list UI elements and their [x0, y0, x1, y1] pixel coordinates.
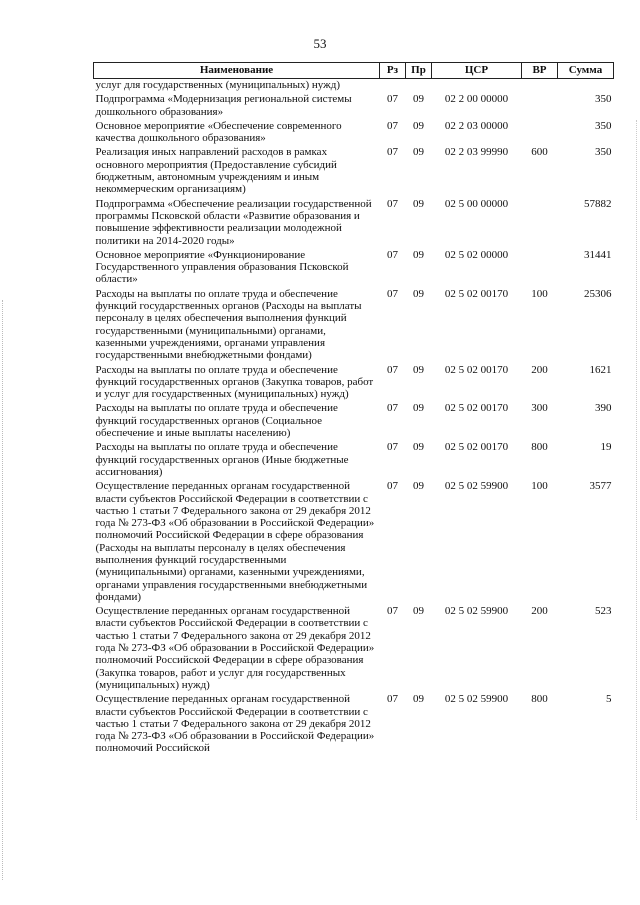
row-rz: 07 — [387, 402, 398, 415]
row-rz: 07 — [387, 119, 398, 132]
table-row — [94, 400, 614, 439]
row-vr: 100 — [531, 480, 548, 493]
row-csr: 02 5 02 00170 — [444, 441, 509, 454]
row-sum: 350 — [595, 146, 612, 159]
row-csr: 02 5 02 00170 — [444, 363, 509, 376]
row-csr: 02 5 02 59900 — [444, 605, 509, 618]
row-csr: 02 5 02 00170 — [444, 287, 509, 300]
table-row — [94, 478, 614, 603]
row-csr: 02 2 03 99990 — [444, 146, 509, 159]
row-csr: 02 5 02 59900 — [444, 693, 509, 706]
row-rz: 07 — [387, 146, 398, 159]
row-sum — [558, 79, 614, 92]
row-vr — [522, 196, 558, 247]
row-name: Осуществление переданных органам государственной власти субъектов Российской Федерации в соответствии с частью 1 статьи 7 Федерального закона от 29 декабря 2012 года № 273-ФЗ «Об образовании в Российской Федерации» полномочий Российской — [95, 693, 375, 755]
row-pr: 09 — [413, 363, 424, 376]
table-row — [94, 196, 614, 247]
row-rz: 07 — [387, 363, 398, 376]
row-sum: 350 — [595, 93, 612, 106]
row-sum: 19 — [600, 441, 612, 454]
row-rz: 07 — [387, 480, 398, 493]
table-row — [94, 286, 614, 362]
row-vr: 200 — [531, 363, 548, 376]
row-csr: 02 2 03 00000 — [444, 119, 509, 132]
row-pr: 09 — [413, 480, 424, 493]
row-name: Расходы на выплаты по оплате труда и обеспечение функций государственных органов (Расходы на выплаты персоналу в целях обеспечения выполнения функций государственными (муниципальными) органами, казенными учреждениями, органами управления государственными внебюджетными фондами) — [95, 287, 362, 362]
header-pr: Пр — [406, 63, 432, 79]
row-pr: 09 — [413, 402, 424, 415]
table-row — [94, 603, 614, 691]
table-row — [94, 79, 614, 92]
row-name: Расходы на выплаты по оплате труда и обеспечение функций государственных органов (Социальное обеспечение и иные выплаты населению) — [95, 402, 338, 440]
row-sum: 3577 — [589, 480, 612, 493]
header-rz: Рз — [380, 63, 406, 79]
row-name: Расходы на выплаты по оплате труда и обеспечение функций государственных органов (Закупка товаров, работ и услуг для государственных (муниципальных) нужд) — [95, 363, 374, 401]
row-csr — [432, 79, 522, 92]
row-sum: 25306 — [584, 287, 612, 300]
row-vr: 100 — [531, 287, 548, 300]
row-name: Осуществление переданных органам государственной власти субъектов Российской Федерации в соответствии с частью 1 статьи 7 Федерального закона от 29 декабря 2012 года № 273-ФЗ «Об образовании в Российской Федерации» полномочий Российской Федерации в сфере образования (Закупка товаров, работ и услуг для государственных (муниципальных) нужд) — [95, 605, 375, 691]
table-row — [94, 91, 614, 118]
row-rz: 07 — [387, 441, 398, 454]
row-sum: 57882 — [584, 197, 612, 210]
row-vr — [522, 247, 558, 286]
row-name: Реализация иных направлений расходов в рамках основного мероприятия (Предоставление субсидий бюджетным, автономным учреждениям и иным некоммерческим организациям) — [95, 146, 337, 196]
budget-table — [93, 62, 614, 755]
row-vr: 800 — [531, 693, 548, 706]
row-vr — [522, 91, 558, 118]
row-name: Подпрограмма «Модернизация региональной системы дошкольного образования» — [95, 93, 352, 118]
row-vr — [522, 79, 558, 92]
row-name: Подпрограмма «Обеспечение реализации государственной программы Псковской области «Развитие образования и повышение эффективности реализации молодежной политики на 2014-2020 годы» — [95, 197, 372, 247]
row-pr: 09 — [413, 605, 424, 618]
row-pr: 09 — [413, 197, 424, 210]
table-row — [94, 247, 614, 286]
row-vr: 300 — [531, 402, 548, 415]
row-sum: 5 — [606, 693, 612, 706]
row-sum: 523 — [595, 605, 612, 618]
table-row — [94, 362, 614, 401]
row-pr: 09 — [413, 146, 424, 159]
row-name: услуг для государственных (муниципальных) нужд) — [95, 79, 341, 91]
row-sum: 350 — [595, 119, 612, 132]
row-vr: 600 — [531, 146, 548, 159]
row-vr — [522, 118, 558, 145]
header-name: Наименование — [94, 63, 380, 79]
row-sum: 1621 — [589, 363, 612, 376]
table-body — [94, 79, 614, 755]
row-name: Основное мероприятие «Функционирование Государственного управления образования Псковской области» — [95, 248, 349, 286]
table-row — [94, 144, 614, 195]
row-rz — [380, 79, 406, 92]
row-csr: 02 5 02 59900 — [444, 480, 509, 493]
row-pr: 09 — [413, 93, 424, 106]
row-csr: 02 5 02 00170 — [444, 402, 509, 415]
row-rz: 07 — [387, 287, 398, 300]
row-rz: 07 — [387, 248, 398, 261]
row-vr: 200 — [531, 605, 548, 618]
header-sum: Сумма — [558, 63, 614, 79]
row-vr: 800 — [531, 441, 548, 454]
row-pr: 09 — [413, 441, 424, 454]
table-header-row — [94, 63, 614, 79]
header-vr: ВР — [522, 63, 558, 79]
row-csr: 02 5 00 00000 — [444, 197, 509, 210]
table-row — [94, 439, 614, 478]
row-csr: 02 5 02 00000 — [444, 248, 509, 261]
header-csr: ЦСР — [432, 63, 522, 79]
table-row — [94, 118, 614, 145]
row-rz: 07 — [387, 197, 398, 210]
page-number: 53 — [313, 36, 327, 51]
row-pr: 09 — [413, 119, 424, 132]
row-rz: 07 — [387, 93, 398, 106]
scan-edge-left — [2, 300, 3, 880]
scan-edge-right — [636, 120, 637, 820]
row-name: Осуществление переданных органам государственной власти субъектов Российской Федерации в соответствии с частью 1 статьи 7 Федерального закона от 29 декабря 2012 года № 273-ФЗ «Об образовании в Российской Федерации» полномочий Российской Федерации в сфере образования (Расходы на выплаты персоналу в целях обеспечения выполнения функций государственными (муниципальными) органами, казенными учреждениями, органами управления государственными внебюджетными фондами) — [95, 480, 375, 603]
row-pr: 09 — [413, 248, 424, 261]
row-sum: 390 — [595, 402, 612, 415]
row-name: Основное мероприятие «Обеспечение современного качества дошкольного образования» — [95, 119, 342, 145]
row-rz: 07 — [387, 605, 398, 618]
row-pr — [406, 79, 432, 92]
row-rz: 07 — [387, 693, 398, 706]
row-sum: 31441 — [584, 248, 612, 261]
row-name: Расходы на выплаты по оплате труда и обеспечение функций государственных органов (Иные бюджетные ассигнования) — [95, 441, 349, 478]
row-pr: 09 — [413, 287, 424, 300]
row-pr: 09 — [413, 693, 424, 706]
table-row — [94, 691, 614, 754]
row-csr: 02 2 00 00000 — [444, 93, 509, 106]
